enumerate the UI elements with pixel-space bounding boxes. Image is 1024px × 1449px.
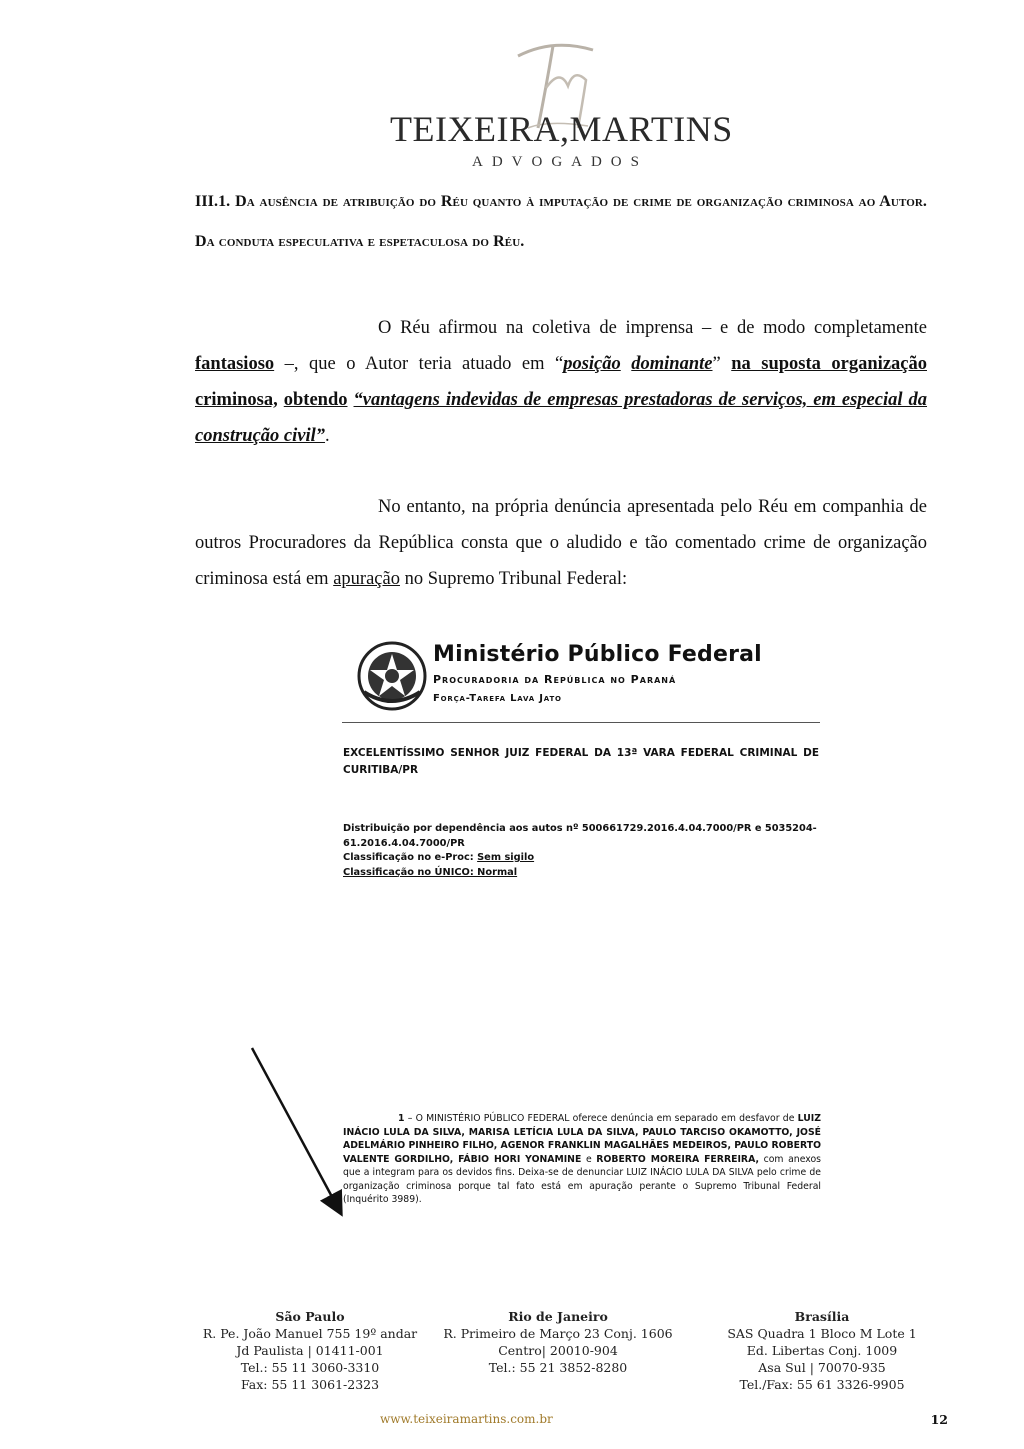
page-number: 12 <box>930 1412 948 1427</box>
office-line: Tel./Fax: 55 61 3326-9905 <box>739 1377 905 1392</box>
p2-text-a: No entanto, na própria denúncia apresentada pelo Réu em companhia de outros Procuradores da República consta que o aludido e tão comentado crime de organização criminosa está em <box>195 497 927 589</box>
office-city: Rio de Janeiro <box>508 1309 608 1324</box>
distribution-block <box>343 822 819 880</box>
footer-offices <box>180 1308 940 1398</box>
p1-text-c: ” <box>712 354 732 374</box>
class-eproc-label: Classificação no e-Proc: <box>343 852 478 863</box>
paragraph-1 <box>195 310 927 454</box>
quote-number: 1 <box>398 1113 405 1124</box>
office-line: Fax: 55 11 3061-2323 <box>240 1377 380 1392</box>
annotation-arrow-icon <box>240 1040 360 1220</box>
distribution-line: Distribuição por dependência aos autos nº 500661729.2016.4.04.7000/PR e 5035204-61.2016.4.04.7000/PR <box>343 823 817 849</box>
quote-names: LUIZ INÁCIO LULA DA SILVA, MARISA LETÍCIA LULA DA SILVA, PAULO TARCISO OKAMOTTO, JOSÉ ADELMÁRIO PINHEIRO FILHO, AGENOR FRANKLIN MAGALHÃES MEDEIROS, PAULO ROBERTO VALENTE GORDILHO, FÁBIO HORI YONAMINE <box>343 1113 821 1165</box>
header-divider <box>342 722 820 723</box>
embedded-document-image <box>338 630 823 1230</box>
p1-text-b: –, que o Autor teria atuado em “ <box>274 354 564 374</box>
office-line: Tel.: 55 11 3060-3310 <box>240 1360 380 1375</box>
office-line: Centro| 20010-904 <box>498 1343 618 1358</box>
quote-text-a: – O MINISTÉRIO PÚBLICO FEDERAL oferece denúncia em separado em desfavor de <box>404 1113 798 1124</box>
office-city: São Paulo <box>275 1309 345 1324</box>
p1-end: . <box>325 426 330 446</box>
mpf-subtitle-1: Procuradoria da República no Paraná <box>433 673 677 686</box>
section-heading: III.1. Da ausência de atribuição do Réu quanto à imputação de crime de organização criminosa ao Autor. Da conduta especulativa e espetaculosa do Réu. <box>195 193 927 250</box>
republic-seal-icon <box>356 640 428 712</box>
mpf-title: Ministério Público Federal <box>433 642 762 667</box>
p1-posicao: posição <box>563 354 621 374</box>
office-city: Brasília <box>794 1309 850 1324</box>
p1-dominante: dominante <box>631 354 713 374</box>
p2-text-b: no Supremo Tribunal Federal: <box>399 569 628 589</box>
paragraph-2 <box>195 489 927 597</box>
p1-vantagens-quote: “vantagens indevidas de empresas prestadoras de serviços, em especial da construção civil” <box>195 390 928 446</box>
p2-apuracao: apuração <box>333 569 400 589</box>
office-line: R. Pe. João Manuel 755 19º andar <box>202 1326 418 1341</box>
quote-text-b: com anexos que a integram para os devidos fins. Deixa-se de denunciar LUIZ INÁCIO LULA DA SILVA pelo crime de organização criminosa porque tal fato está em apuração perante o Supremo Tribunal Federal (Inquérito 3989). <box>343 1153 821 1205</box>
p1-fantasioso: fantasioso <box>195 354 275 374</box>
p1-space-a <box>621 354 632 374</box>
office-line: Jd Paulista | 01411-001 <box>236 1343 384 1358</box>
mpf-subtitle-2: Força-Tarefa Lava Jato <box>433 693 562 704</box>
office-line: Asa Sul | 70070-935 <box>758 1360 886 1375</box>
office-rio-de-janeiro <box>438 1308 678 1376</box>
office-brasilia <box>712 1308 932 1393</box>
class-eproc-line <box>343 851 819 866</box>
denuncia-quote <box>343 1112 821 1207</box>
class-eproc-value: Sem sigilo <box>477 852 535 863</box>
p1-suposta-org: na suposta organização criminosa, <box>195 354 927 410</box>
office-line: R. Primeiro de Março 23 Conj. 1606 <box>443 1326 673 1341</box>
office-line: Tel.: 55 21 3852-8280 <box>488 1360 628 1375</box>
office-line: Ed. Libertas Conj. 1009 <box>746 1343 898 1358</box>
website-link[interactable]: www.teixeiramartins.com.br <box>380 1412 553 1426</box>
addressee-line: EXCELENTÍSSIMO SENHOR JUIZ FEDERAL DA 13ª VARA FEDERAL CRIMINAL DE CURITIBA/PR <box>343 747 819 776</box>
p1-obtendo: obtendo <box>283 390 348 410</box>
firm-name: TEIXEIRA,MARTINS <box>390 109 733 149</box>
office-line: SAS Quadra 1 Bloco M Lote 1 <box>727 1326 917 1341</box>
firm-subtitle: ADVOGADOS <box>471 154 648 170</box>
quote-last-name: ROBERTO MOREIRA FERREIRA, <box>596 1153 759 1165</box>
p1-text-a: O Réu afirmou na coletiva de imprensa – e de modo completamente <box>378 318 927 338</box>
office-sao-paulo <box>180 1308 440 1393</box>
class-unico-line: Classificação no ÚNICO: Normal <box>343 866 518 878</box>
firm-logo <box>390 28 733 170</box>
quote-and: e <box>581 1153 597 1165</box>
